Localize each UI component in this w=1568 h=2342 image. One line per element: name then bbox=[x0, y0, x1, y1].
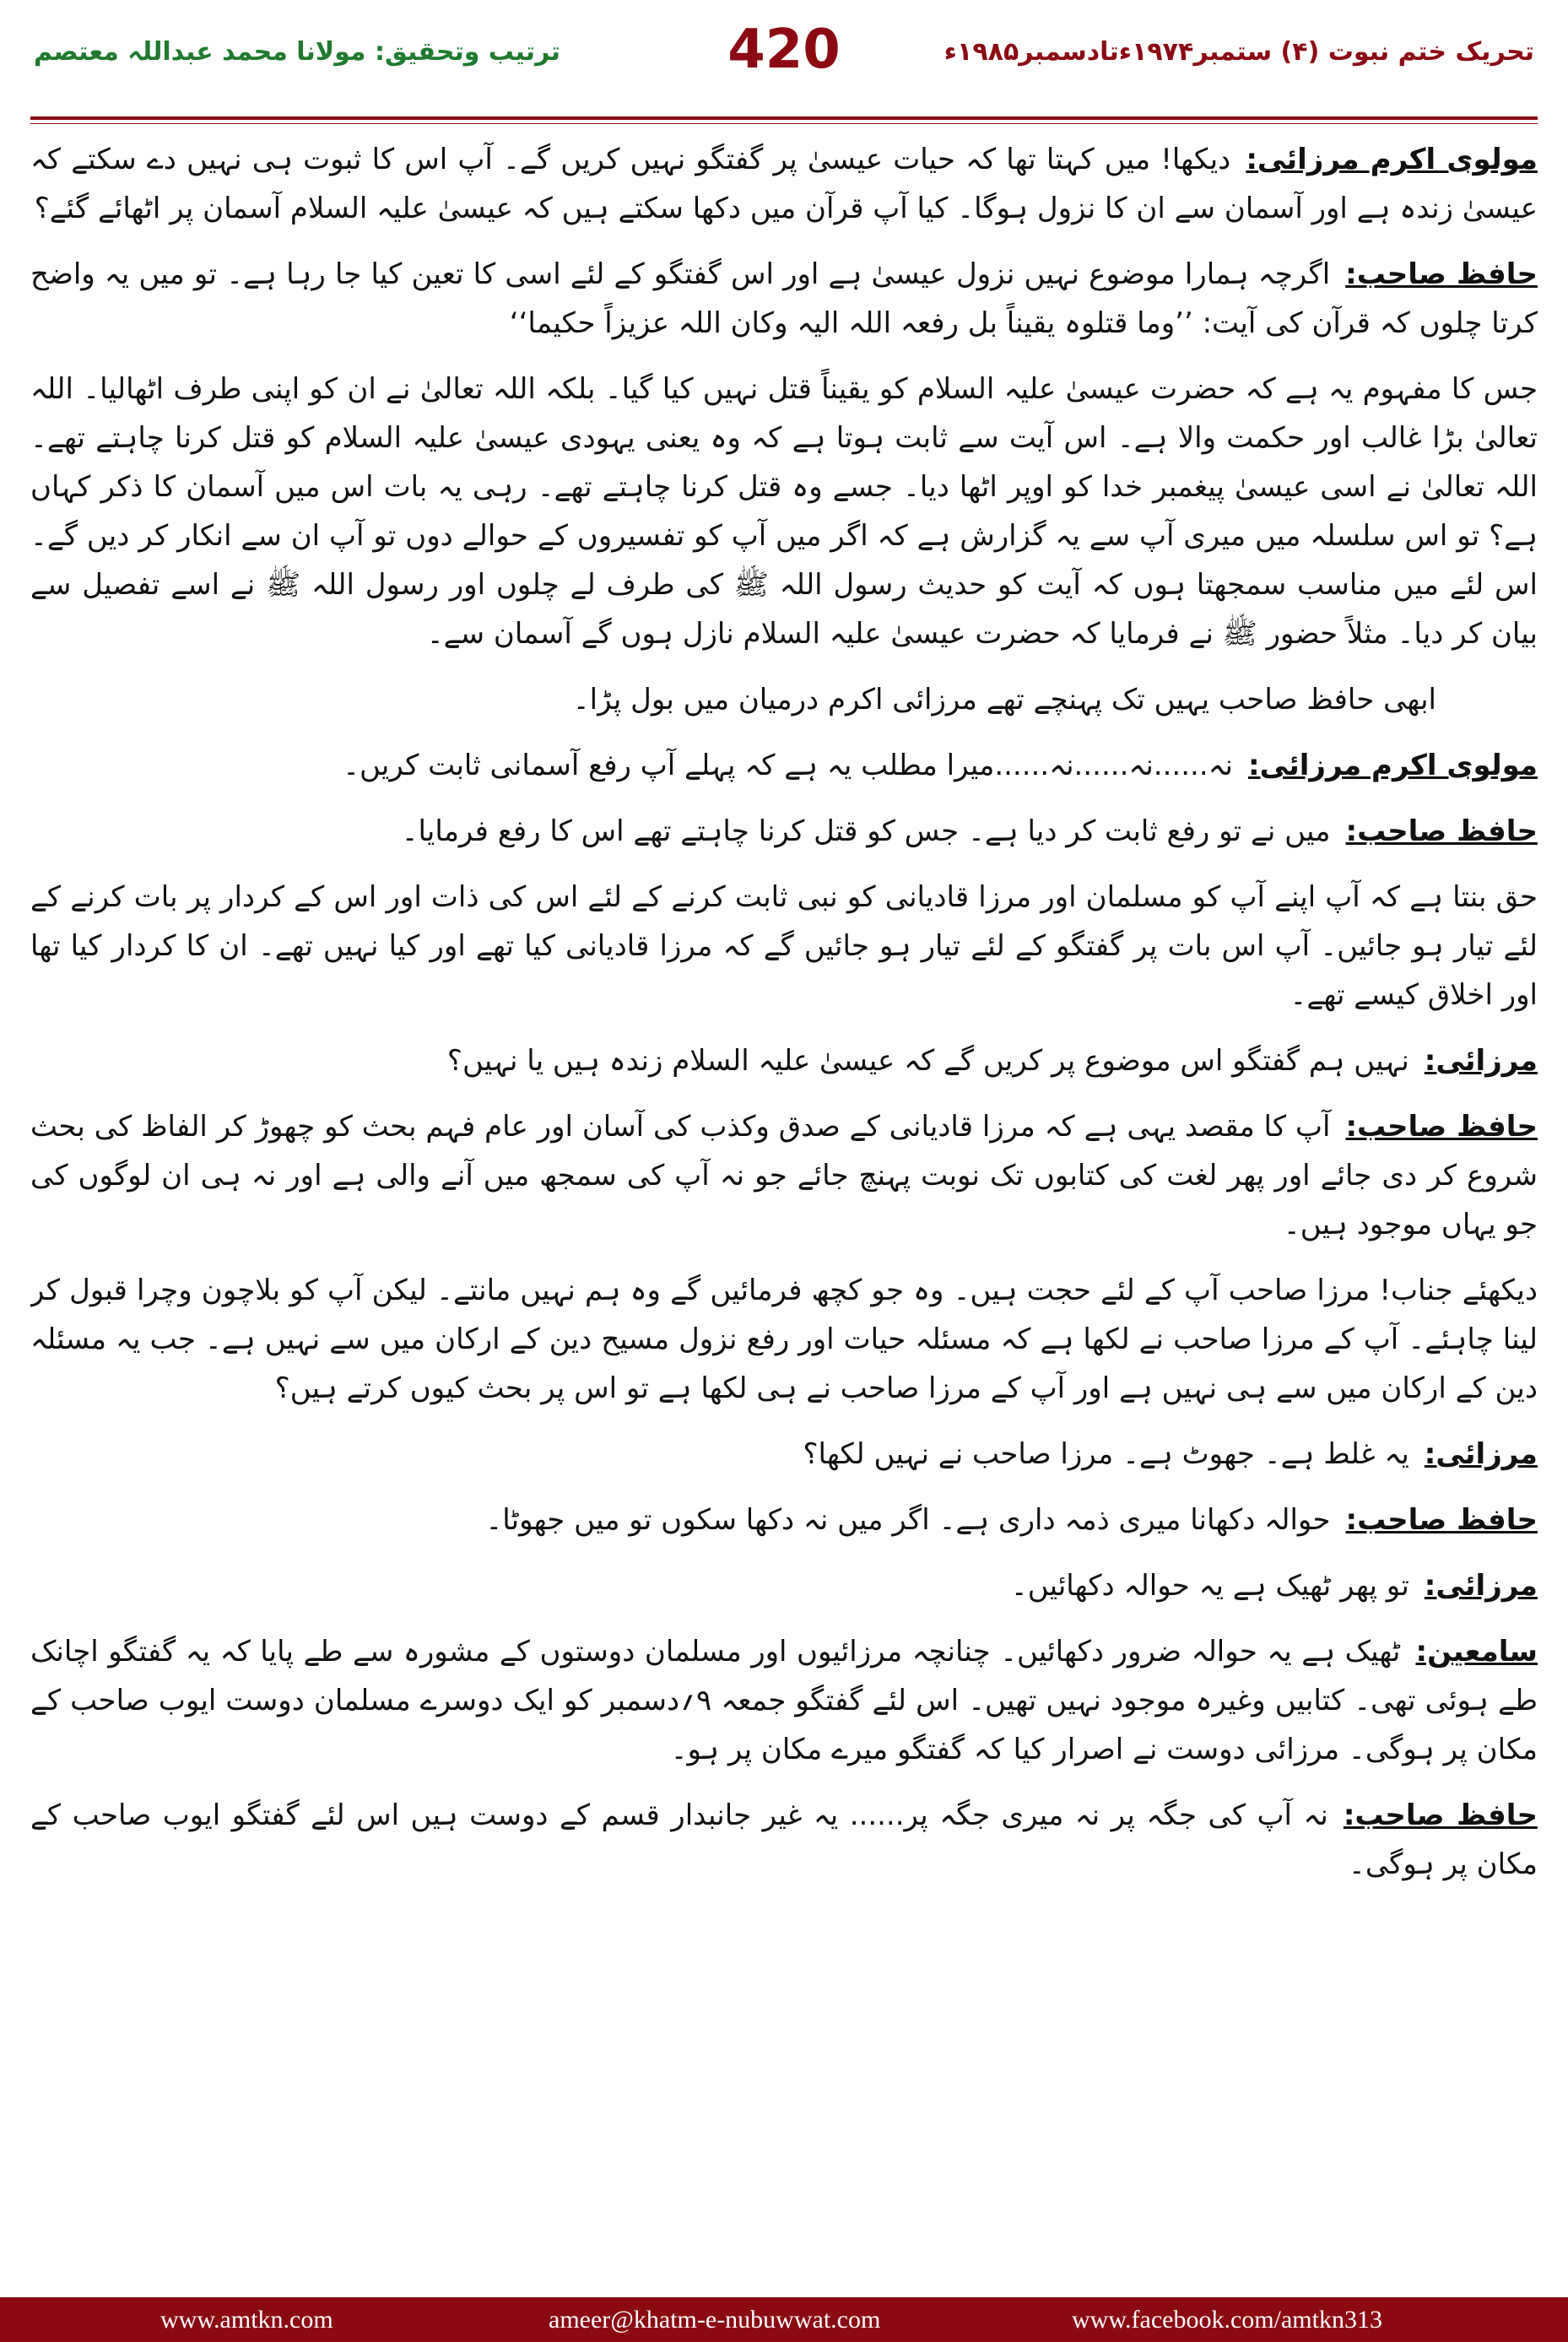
paragraph bbox=[30, 1430, 1538, 1479]
paragraph-text: اگرچہ ہمارا موضوع نہیں نزول عیسیٰ ہے اور اس گفتگو کے لئے اسی کا تعین کیا جا رہا ہے۔ تو میں یہ واضح کرتا چلوں کہ قرآن کی آیت: ’’وما قتلوہ یقیناً بل رفعہ اللہ الیہ وکان اللہ عزیزاً حکیما‘‘ bbox=[30, 257, 1538, 340]
paragraph-text: جس کا مفہوم یہ ہے کہ حضرت عیسیٰ علیہ السلام کو یقیناً قتل نہیں کیا گیا۔ بلکہ اللہ تعالیٰ نے ان کو اپنی طرف اٹھالیا۔ اللہ تعالیٰ بڑا غالب اور حکمت والا ہے۔ اس آیت سے ثابت ہوتا ہے کہ وہ یعنی یہودی عیسیٰ علیہ السلام کو قتل کرنا چاہتے تھے۔ اللہ تعالیٰ نے اسی عیسیٰ پیغمبر خدا کو اوپر اٹھا دیا۔ جسے وہ قتل کرنا چاہتے تھے۔ رہی یہ بات اس میں آسمان کا ذکر کہاں ہے؟ تو اس سلسلہ میں میری آپ سے یہ گزارش ہے کہ اگر میں آپ کو تفسیروں کے حوالے دوں تو آپ ان سے انکار کر دیں گے۔ اس لئے میں مناسب سمجھتا ہوں کہ آیت کو حدیث رسول اللہ ﷺ کی طرف لے چلوں اور رسول اللہ ﷺ نے اسے تفصیل سے بیان کر دیا۔ مثلاً حضور ﷺ نے فرمایا کہ حضرت عیسیٰ علیہ السلام نازل ہوں گے آسمان سے۔ bbox=[30, 372, 1538, 651]
paragraph bbox=[30, 1496, 1538, 1544]
paragraph-text: ٹھیک ہے یہ حوالہ ضرور دکھائیں۔ چنانچہ مرزائیوں اور مسلمان دوستوں کے مشورہ سے طے پایا کہ یہ گفتگو اچانک طے ہوئی تھی۔ کتابیں وغیرہ موجود نہیں تھیں۔ اس لئے گفتگو جمعہ ۹؍دسمبر کو ایک دوسرے مسلمان دوست ایوب صاحب کے مکان پر ہوگی۔ مرزائی دوست نے اصرار کیا کہ گفتگو میرے مکان پر ہو۔ bbox=[30, 1635, 1538, 1766]
paragraph-text: نہ آپ کی جگہ پر نہ میری جگہ پر...... یہ غیر جانبدار قسم کے دوست ہیں اس لئے گفتگو ایوب صاحب کے مکان پر ہوگی۔ bbox=[30, 1798, 1538, 1881]
paragraph bbox=[30, 135, 1538, 233]
header-rule bbox=[30, 116, 1538, 120]
paragraph bbox=[30, 1102, 1538, 1249]
page-number: 420 bbox=[727, 19, 841, 81]
speaker-label: مرزائی: bbox=[1424, 1437, 1538, 1471]
paragraph bbox=[30, 1266, 1538, 1413]
speaker-label: مولوی اکرم مرزائی: bbox=[1248, 749, 1538, 782]
paragraph bbox=[30, 873, 1538, 1020]
header-rule-thin bbox=[30, 123, 1538, 124]
page-body bbox=[30, 135, 1538, 2283]
paragraph-text: دیکھئے جناب! مرزا صاحب آپ کے لئے حجت ہیں۔ وہ جو کچھ فرمائیں گے وہ ہم نہیں مانتے۔ لیکن آپ کو بلاچون وچرا قبول کر لینا چاہئے۔ آپ کے مرزا صاحب نے لکھا ہے کہ مسئلہ حیات اور رفع نزول مسیح دین کے ارکان میں سے نہیں ہے۔ جب یہ مسئلہ دین کے ارکان میں سے ہی نہیں ہے اور آپ کے مرزا صاحب نے ہی لکھا ہے تو اس پر بحث کیوں کرتے ہیں؟ bbox=[30, 1274, 1538, 1405]
website-link[interactable]: www.amtkn.com bbox=[160, 2306, 333, 2334]
speaker-label: حافظ صاحب: bbox=[1345, 1503, 1538, 1537]
speaker-label: سامعین: bbox=[1415, 1635, 1538, 1669]
compiler-credit: ترتیب وتحقیق: مولانا محمد عبداللہ معتصم bbox=[34, 37, 560, 67]
paragraph bbox=[30, 250, 1538, 348]
speaker-label: مرزائی: bbox=[1424, 1569, 1538, 1603]
paragraph-text: آپ کا مقصد یہی ہے کہ مرزا قادیانی کے صدق وکذب کی آسان اور عام فہم بحث کو چھوڑ کر الفاظ کی بحث شروع کر دی جائے اور پھر لغت کی کتابوں تک نوبت پہنچ جائے جو نہ آپ کی سمجھ میں آنے والی ہے اور نہ ہی ان لوگوں کی جو یہاں موجود ہیں۔ bbox=[30, 1110, 1538, 1241]
paragraph bbox=[30, 1036, 1538, 1085]
page-header bbox=[0, 0, 1568, 127]
email-link[interactable]: ameer@khatm-e-nubuwwat.com bbox=[549, 2306, 881, 2334]
paragraph-text: دیکھا! میں کہتا تھا کہ حیات عیسیٰ پر گفتگو نہیں کریں گے۔ آپ اس کا ثبوت ہی نہیں دے سکتے کہ عیسیٰ زندہ ہے اور آسمان سے ان کا نزول ہوگا۔ کیا آپ قرآن میں دکھا سکتے ہیں کہ عیسیٰ علیہ السلام آسمان پر اٹھائے گئے؟ bbox=[30, 143, 1538, 225]
speaker-label: حافظ صاحب: bbox=[1345, 257, 1538, 291]
paragraph bbox=[30, 1791, 1538, 1889]
paragraph bbox=[30, 1561, 1538, 1610]
paragraph-text: ابھی حافظ صاحب یہیں تک پہنچے تھے مرزائی اکرم درمیان میں بول پڑا۔ bbox=[572, 683, 1436, 717]
paragraph-text: یہ غلط ہے۔ جھوٹ ہے۔ مرزا صاحب نے نہیں لکھا؟ bbox=[803, 1437, 1409, 1471]
book-title: تحریک ختم نبوت (۴) ستمبر۱۹۷۴ءتادسمبر۱۹۸۵ء bbox=[944, 37, 1534, 67]
paragraph bbox=[30, 1627, 1538, 1774]
paragraph-text: تو پھر ٹھیک ہے یہ حوالہ دکھائیں۔ bbox=[1010, 1569, 1409, 1603]
facebook-link[interactable]: www.facebook.com/amtkn313 bbox=[1072, 2306, 1382, 2334]
paragraph-text: نہیں ہم گفتگو اس موضوع پر کریں گے کہ عیسیٰ علیہ السلام زندہ ہیں یا نہیں؟ bbox=[446, 1044, 1409, 1078]
paragraph bbox=[30, 365, 1538, 658]
speaker-label: حافظ صاحب: bbox=[1343, 1798, 1538, 1832]
paragraph-text: حق بنتا ہے کہ آپ اپنے آپ کو مسلمان اور مرزا قادیانی کو نبی ثابت کرنے کے لئے اس کی ذات اور اس کے کردار پر بات کرنے کے لئے تیار ہو جائیں۔ آپ اس بات پر گفتگو کے لئے تیار ہو جائیں گے کہ مرزا قادیانی کیا تھے اور کیا نہیں تھے۔ ان کا کردار کیا تھا اور اخلاق کیسے تھے۔ bbox=[30, 880, 1538, 1012]
paragraph bbox=[30, 741, 1538, 790]
paragraph-text: نہ......نہ......نہ......میرا مطلب یہ ہے کہ پہلے آپ رفع آسمانی ثابت کریں۔ bbox=[343, 749, 1234, 782]
speaker-label: مرزائی: bbox=[1424, 1044, 1538, 1078]
speaker-label: حافظ صاحب: bbox=[1345, 814, 1538, 848]
paragraph-text: میں نے تو رفع ثابت کر دیا ہے۔ جس کو قتل کرنا چاہتے تھے اس کا رفع فرمایا۔ bbox=[401, 814, 1331, 848]
speaker-label: حافظ صاحب: bbox=[1345, 1110, 1538, 1144]
page-footer bbox=[0, 2297, 1568, 2342]
paragraph-text: حوالہ دکھانا میری ذمہ داری ہے۔ اگر میں نہ دکھا سکوں تو میں جھوٹا۔ bbox=[485, 1503, 1331, 1537]
speaker-label: مولوی اکرم مرزائی: bbox=[1246, 143, 1538, 176]
paragraph bbox=[30, 675, 1538, 724]
paragraph bbox=[30, 807, 1538, 856]
